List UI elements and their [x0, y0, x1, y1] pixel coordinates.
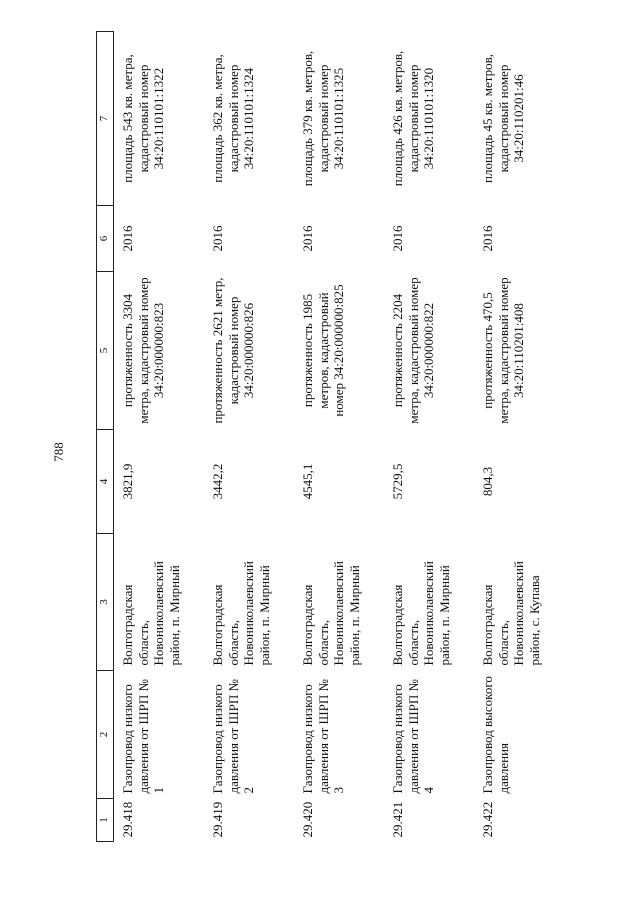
column-header-1: 1: [97, 799, 114, 842]
row-number: 29.420: [300, 801, 315, 838]
object-area: площадь 379 кв. метров, кадастровый номер 34:20:110101:1325: [300, 50, 346, 187]
object-value: 4545,1: [300, 463, 315, 500]
object-year: 2016: [480, 225, 495, 252]
object-year: 2016: [390, 225, 405, 252]
property-table-container: [96, 32, 618, 842]
page-number: 788: [51, 442, 66, 462]
object-length: протяженность 470,5 метра, кадастровый номер 34:20:110201:408: [480, 277, 526, 424]
object-name: Газопровод низкого давления от ШРП № 3: [300, 679, 346, 794]
column-header-7: 7: [97, 32, 114, 206]
object-name: Газопровод низкого давления от ШРП № 1: [120, 679, 166, 794]
object-value: 3442,2: [210, 463, 225, 500]
column-header-2: 2: [97, 671, 114, 799]
row-number: 29.421: [390, 801, 405, 838]
row-number: 29.418: [120, 801, 135, 838]
object-length: протяженность 2204 метра, кадастровый номер 34:20:000000:822: [390, 277, 436, 424]
table-row: [384, 32, 474, 842]
column-header-3: 3: [97, 534, 114, 671]
object-location: Волгоградская область, Новониколаевский район, п. Мирный: [300, 561, 362, 666]
table-row: [114, 32, 205, 842]
object-year: 2016: [300, 225, 315, 252]
object-area: площадь 543 кв. метра, кадастровый номер 34:20:110101:1322: [120, 54, 166, 183]
column-header-6: 6: [97, 206, 114, 272]
object-name: Газопровод высокого давления: [480, 676, 511, 794]
header-row: [97, 32, 114, 842]
property-table: [96, 31, 564, 842]
object-value: 3821,9: [120, 463, 135, 500]
object-year: 2016: [210, 225, 225, 252]
object-location: Волгоградская область, Новониколаевский район, п. Мирный: [390, 561, 452, 666]
table-row: [294, 32, 384, 842]
table-row: [474, 32, 564, 842]
object-value: 5729,5: [390, 463, 405, 500]
object-area: площадь 362 кв. метра, кадастровый номер 34:20:110101:1324: [210, 54, 256, 183]
row-number: 29.422: [480, 801, 495, 838]
rotated-table: [96, 32, 618, 842]
object-name: Газопровод низкого давления от ШРП № 2: [210, 679, 256, 794]
object-location: Волгоградская область, Новониколаевский район, п. Мирный: [120, 561, 182, 666]
object-value: 804,3: [480, 466, 495, 497]
table-row: [204, 32, 294, 842]
column-header-5: 5: [97, 272, 114, 430]
object-length: протяженность 1985 метров, кадастровый номер 34:20:000000:825: [300, 284, 346, 417]
object-name: Газопровод низкого давления от ШРП № 4: [390, 679, 436, 794]
object-year: 2016: [120, 225, 135, 252]
row-number: 29.419: [210, 801, 225, 838]
object-length: протяженность 3304 метра, кадастровый номер 34:20:000000:823: [120, 277, 166, 424]
object-location: Волгоградская область, Новониколаевский район, с. Купава: [480, 561, 542, 666]
object-location: Волгоградская область, Новониколаевский район, п. Мирный: [210, 561, 272, 666]
column-header-4: 4: [97, 430, 114, 534]
object-area: площадь 45 кв. метров, кадастровый номер 34:20:110201:46: [480, 54, 526, 183]
object-area: площадь 426 кв. метров, кадастровый номер 34:20:110101:1320: [390, 50, 436, 187]
object-length: протяженность 2621 метр, кадастровый номер 34:20:000000:826: [210, 277, 256, 424]
